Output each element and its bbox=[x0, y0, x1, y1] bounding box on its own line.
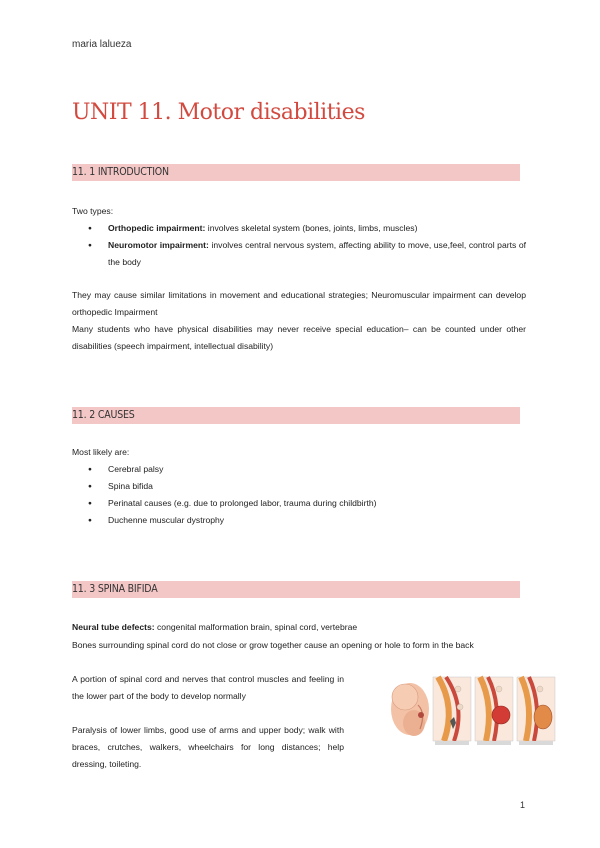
list-item bbox=[88, 220, 526, 237]
term-neuromotor: Neuromotor impairment: bbox=[108, 240, 209, 250]
section-heading-causes bbox=[72, 407, 520, 424]
list-item: ● Cerebral palsy bbox=[88, 461, 526, 478]
cross-section-myelomeningocele bbox=[517, 677, 555, 745]
definition-neuromotor: involves central nervous system, affecting ability to move, use,feel, control parts of the body bbox=[108, 240, 526, 267]
page-number: 1 bbox=[520, 800, 526, 810]
section-heading-text: 11. 1 INTRODUCTION bbox=[72, 166, 169, 178]
spina-paragraph-1: Bones surrounding spinal cord do not close or grow together cause an opening or hole to form in the back bbox=[72, 640, 474, 650]
section-heading-text: 11. 2 CAUSES bbox=[72, 409, 135, 421]
unit-title: UNIT 11. Motor disabilities bbox=[72, 100, 365, 125]
ntd-definition bbox=[72, 619, 526, 636]
term-neural-tube-defects: Neural tube defects: bbox=[72, 622, 155, 632]
cross-section-meningocele bbox=[475, 677, 513, 745]
intro-lead: Two types: bbox=[72, 206, 114, 216]
list-item: ● Perinatal causes (e.g. due to prolonged labor, trauma during childbirth) bbox=[88, 495, 526, 512]
definition-neural-tube-defects: congenital malformation brain, spinal cord, vertebrae bbox=[154, 622, 358, 632]
spina-paragraph-2: A portion of spinal cord and nerves that control muscles and feeling in the lower part of the body to develop normally bbox=[72, 674, 344, 701]
intro-paragraph-1: They may cause similar limitations in movement and educational strategies; Neuromuscular impairment can develop orthopedic Impairment bbox=[72, 290, 526, 317]
spina-paragraph-3: Paralysis of lower limbs, good use of arms and upper body; walk with braces, crutches, walkers, wheelchairs for long distances; help dressing, toileting. bbox=[72, 725, 344, 769]
cross-section-normal bbox=[433, 677, 471, 745]
list-item bbox=[88, 237, 526, 271]
definition-orthopedic: involves skeletal system (bones, joints, limbs, muscles) bbox=[205, 223, 418, 233]
causes-list bbox=[88, 461, 526, 529]
section-heading-introduction bbox=[72, 164, 520, 181]
term-orthopedic: Orthopedic impairment: bbox=[108, 223, 206, 233]
intro-paragraph-2: Many students who have physical disabilities may never receive special education– can be counted under other disabilities (speech impairment, intellectual disability) bbox=[72, 324, 526, 351]
fetus-drawing bbox=[391, 683, 429, 736]
intro-type-list bbox=[88, 220, 526, 271]
header-author: maria lalueza bbox=[72, 39, 132, 50]
spina-bifida-illustration bbox=[388, 675, 556, 747]
section-heading-text: 11. 3 SPINA BIFIDA bbox=[72, 583, 158, 595]
list-item: ● Spina bifida bbox=[88, 478, 526, 495]
list-item: ● Duchenne muscular dystrophy bbox=[88, 512, 526, 529]
section-heading-spina-bifida bbox=[72, 581, 520, 598]
causes-lead: Most likely are: bbox=[72, 447, 130, 457]
